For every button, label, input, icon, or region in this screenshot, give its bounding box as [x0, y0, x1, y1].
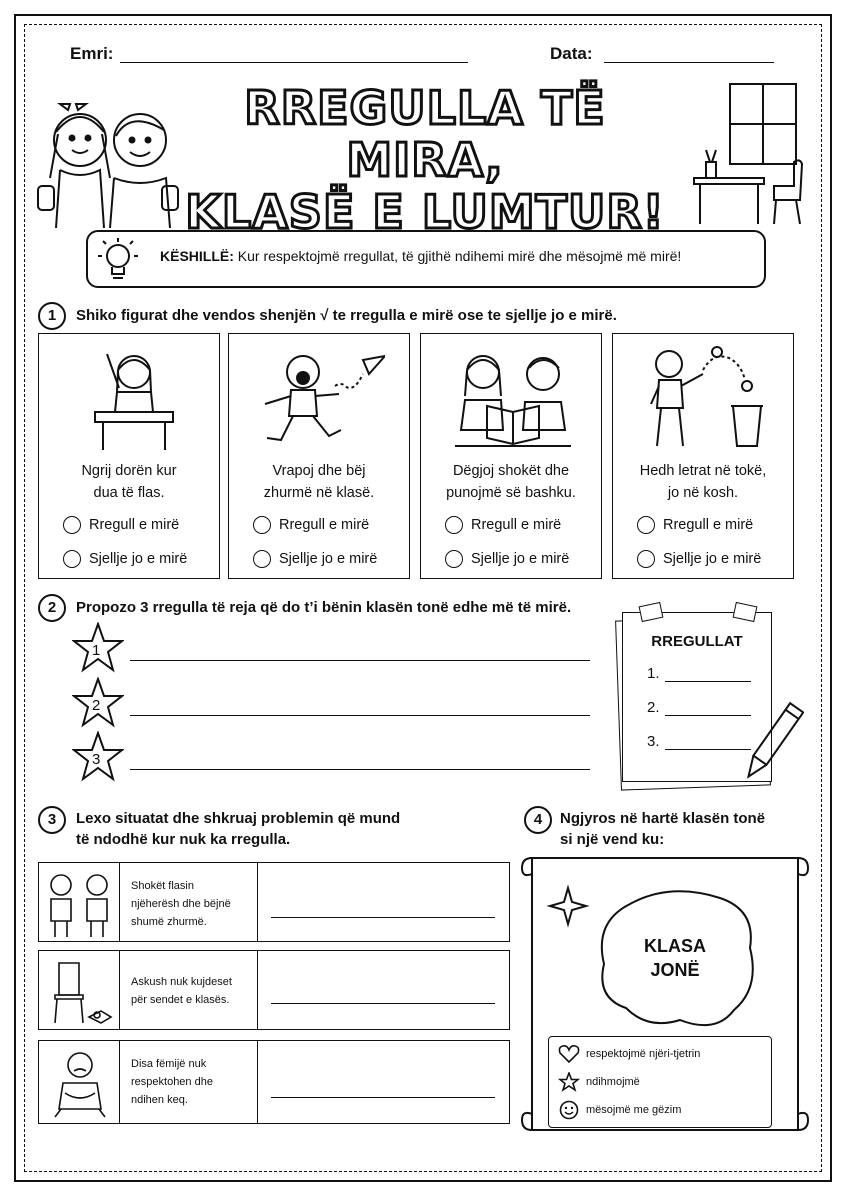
radio-circle[interactable]	[637, 550, 655, 568]
section-3-question: Lexo situatat dhe shkruaj problemin që mund të ndodhë kur nuk ka rregulla.	[76, 810, 401, 848]
note-title: RREGULLAT	[651, 633, 743, 650]
card-running	[228, 333, 410, 579]
pencil-icon	[740, 700, 804, 786]
sad-child-illustration	[47, 1047, 113, 1119]
card-3-caption: Dëgjoj shokët dhe punojmë së bashku.	[446, 463, 576, 501]
section-4-number: 4	[524, 806, 552, 834]
tip-text	[160, 248, 681, 264]
map-label: KLASA JONË	[644, 936, 706, 980]
section-3-number: 3	[38, 806, 66, 834]
title-line-2: KLASË E LUMTUR!	[185, 185, 665, 239]
rule-3-line[interactable]	[130, 769, 590, 770]
card-1-caption: Ngrij dorën kur dua të flas.	[81, 463, 177, 501]
tip-label: KËSHILLË:	[160, 248, 234, 264]
answer-line-1[interactable]	[271, 917, 495, 918]
card-3-option-bad[interactable]: Sjellje jo e mirë	[445, 550, 569, 568]
title-line-1: RREGULLA TË MIRA,	[244, 81, 606, 187]
card-raise-hand	[38, 333, 220, 579]
two-kids-reading-illustration	[451, 346, 575, 450]
note-line-3	[665, 749, 751, 750]
rule-2-line[interactable]	[130, 715, 590, 716]
card-4-caption: Hedh letrat në tokë, jo në kosh.	[639, 463, 767, 501]
radio-circle[interactable]	[63, 550, 81, 568]
page-title	[170, 82, 680, 238]
radio-circle[interactable]	[63, 516, 81, 534]
star-number-3: 3	[92, 751, 101, 768]
radio-circle[interactable]	[445, 516, 463, 534]
star-number-1: 1	[92, 642, 101, 659]
date-label: Data:	[550, 44, 593, 63]
star-number-2: 2	[92, 697, 101, 714]
note-line-2	[665, 715, 751, 716]
legend-item-joy: mësojmë me gëzim	[558, 1100, 681, 1120]
radio-circle[interactable]	[253, 516, 271, 534]
note-item-2: 2.	[647, 699, 660, 716]
date-input-line[interactable]	[604, 62, 774, 63]
situation-3-text: Disa fëmijë nuk respektohen dhe ndihen keq.	[131, 1058, 213, 1106]
classroom-illustration	[690, 82, 810, 228]
radio-circle[interactable]	[253, 550, 271, 568]
section-1-question: Shiko figurat dhe vendos shenjën √ te rregulla e mirë ose te sjellje jo e mirë.	[76, 307, 617, 324]
section-2-question: Propozo 3 rregulla të reja që do t’i bënin klasën tonë edhe më të mirë.	[76, 599, 572, 616]
situation-row-2	[38, 950, 510, 1030]
card-listen-together	[420, 333, 602, 579]
note-item-1: 1.	[647, 665, 660, 682]
card-2-caption: Vrapoj dhe bëj zhurmë në klasë.	[263, 463, 375, 501]
card-4-option-bad[interactable]: Sjellje jo e mirë	[637, 550, 761, 568]
radio-circle[interactable]	[445, 550, 463, 568]
situation-1-text: Shokët flasin njëherësh dhe bëjnë shumë zhurmë.	[131, 880, 231, 928]
card-2-option-good[interactable]: Rregull e mirë	[253, 516, 369, 534]
card-4-option-good[interactable]: Rregull e mirë	[637, 516, 753, 534]
section-1-number: 1	[38, 302, 66, 330]
section-4-question: Ngjyros në hartë klasën tonë si një vend ku:	[560, 810, 766, 848]
card-2-option-bad[interactable]: Sjellje jo e mirë	[253, 550, 377, 568]
littering-boy-illustration	[643, 346, 769, 450]
legend-item-help: ndihmojmë	[558, 1072, 640, 1092]
heart-icon	[558, 1044, 580, 1064]
answer-line-3[interactable]	[271, 1097, 495, 1098]
radio-circle[interactable]	[637, 516, 655, 534]
running-boy-illustration	[259, 346, 385, 450]
legend-item-respect: respektojmë njëri-tjetrin	[558, 1044, 700, 1064]
card-1-option-bad[interactable]: Sjellje jo e mirë	[63, 550, 187, 568]
rule-1-line[interactable]	[130, 660, 590, 661]
talking-kids-illustration	[43, 869, 115, 937]
section-2-number: 2	[38, 594, 66, 622]
kids-illustration	[30, 88, 190, 228]
card-litter	[612, 333, 794, 579]
situation-2-text: Askush nuk kujdeset për sendet e klasës.	[131, 976, 232, 1006]
situation-row-3	[38, 1040, 510, 1124]
name-label: Emri:	[70, 44, 114, 63]
chair-mess-illustration	[45, 959, 115, 1025]
name-input-line[interactable]	[120, 62, 468, 63]
smiley-icon	[558, 1100, 580, 1120]
note-item-3: 3.	[647, 733, 660, 750]
raise-hand-illustration	[89, 346, 179, 450]
answer-line-2[interactable]	[271, 1003, 495, 1004]
star-icon	[558, 1072, 580, 1092]
note-line-1	[665, 681, 751, 682]
lightbulb-icon	[98, 236, 138, 286]
card-3-option-good[interactable]: Rregull e mirë	[445, 516, 561, 534]
tip-body: Kur respektojmë rregullat, të gjithë ndihemi mirë dhe mësojmë më mirë!	[237, 248, 682, 264]
card-1-option-good[interactable]: Rregull e mirë	[63, 516, 179, 534]
situation-row-1	[38, 862, 510, 942]
